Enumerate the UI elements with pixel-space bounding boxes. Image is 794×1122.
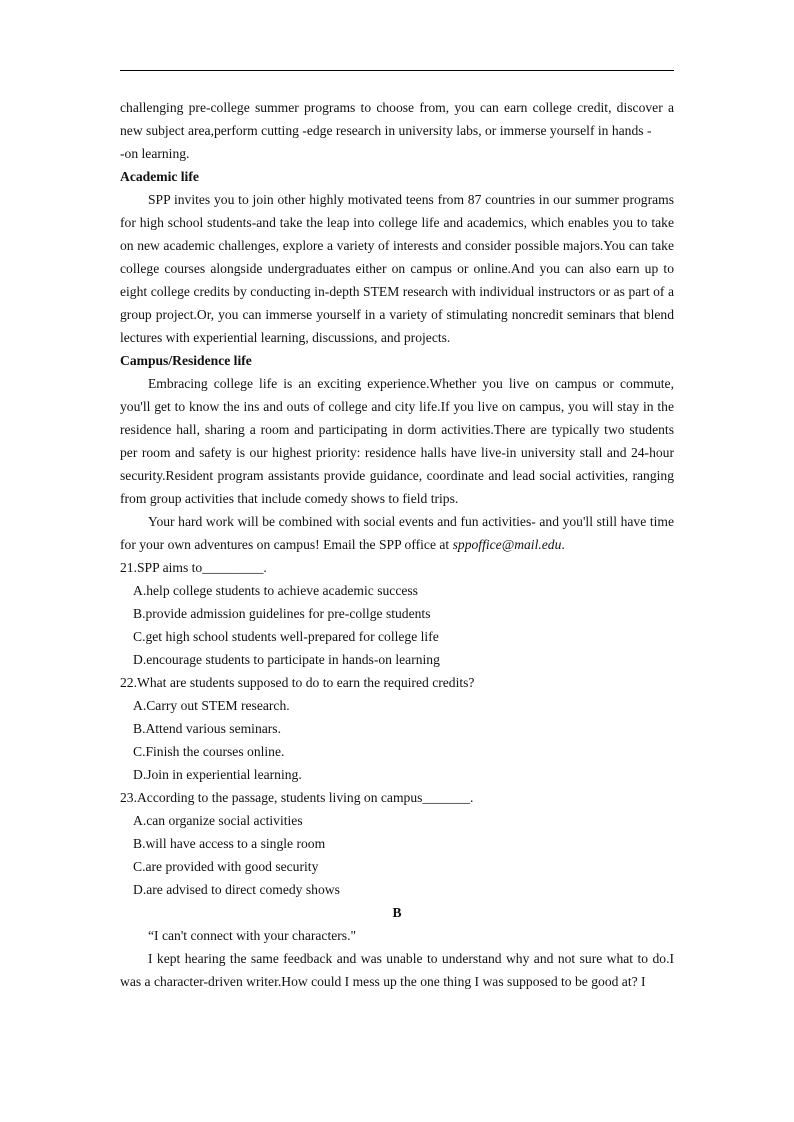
option-d: D.encourage students to participate in hands-on learning [133, 652, 440, 667]
section-b-paragraph: I kept hearing the same feedback and was unable to understand why and not sure what to do.I was a character-driven writer.How could I mess up the one thing I was supposed to be good at? I [120, 951, 674, 989]
campus-paragraph-2-text: Your hard work will be combined with social events and fun activities- and you'll still have time for your own adventures on campus! Email the SPP office at [120, 514, 674, 552]
email-address: sppoffice@mail.edu [452, 537, 562, 552]
option-d: D.are advised to direct comedy shows [133, 882, 340, 897]
option-b: B.will have access to a single room [133, 836, 326, 851]
question-stem: 23.According to the passage, students living on campus_______. [120, 790, 474, 805]
section-b-quote: “I can't connect with your characters." [148, 928, 357, 943]
option-b: B.Attend various seminars. [133, 721, 281, 736]
option-a: A.can organize social activities [133, 813, 303, 828]
campus-paragraph-2 [120, 510, 674, 556]
intro-line-2: -on learning. [120, 146, 190, 161]
campus-paragraph-2-end: . [561, 537, 565, 552]
question-stem: 22.What are students supposed to do to earn the required credits? [120, 675, 475, 690]
question-22 [120, 671, 674, 786]
option-a: A.Carry out STEM research. [133, 698, 290, 713]
question-23 [120, 786, 674, 901]
header-rule [120, 70, 674, 71]
option-c: C.Finish the courses online. [133, 744, 285, 759]
document-body [120, 96, 674, 993]
academic-heading: Academic life [120, 169, 199, 184]
option-a: A.help college students to achieve academic success [133, 583, 418, 598]
intro-line-1: challenging pre-college summer programs to choose from, you can earn college credit, discover a new subject area,perform cutting -edge research in university labs, or immerse yourself in hands - [120, 100, 674, 138]
question-stem: 21.SPP aims to_________. [120, 560, 267, 575]
campus-paragraph-1: Embracing college life is an exciting experience.Whether you live on campus or commute, you'll get to know the ins and outs of college and city life.If you live on campus, you will stay in the residence hall, sharing a room and participating in dorm activities.There are typically two students per room and safety is our highest priority: residence halls have live-in university stall and 24-hour security.Resident program assistants provide guidance, coordinate and lead social activities, ranging from group activities that include comedy shows to field trips. [120, 376, 674, 506]
section-b-heading: B [392, 905, 402, 920]
question-21 [120, 556, 674, 671]
intro-paragraph [120, 96, 674, 165]
option-b: B.provide admission guidelines for pre-collge students [133, 606, 431, 621]
academic-paragraph: SPP invites you to join other highly motivated teens from 87 countries in our summer programs for high school students-and take the leap into college life and academics, which enables you to take on new academic challenges, explore a variety of interests and consider possible majors.You can take college courses alongside undergraduates either on campus or online.And you can also earn up to eight college credits by conducting in-depth STEM research with individual instructors or as part of a group project.Or, you can immerse yourself in a variety of stimulating noncredit seminars that blend lectures with experiential learning, discussions, and projects. [120, 192, 674, 345]
option-c: C.get high school students well-prepared for college life [133, 629, 439, 644]
option-c: C.are provided with good security [133, 859, 319, 874]
option-d: D.Join in experiential learning. [133, 767, 302, 782]
campus-heading: Campus/Residence life [120, 353, 252, 368]
